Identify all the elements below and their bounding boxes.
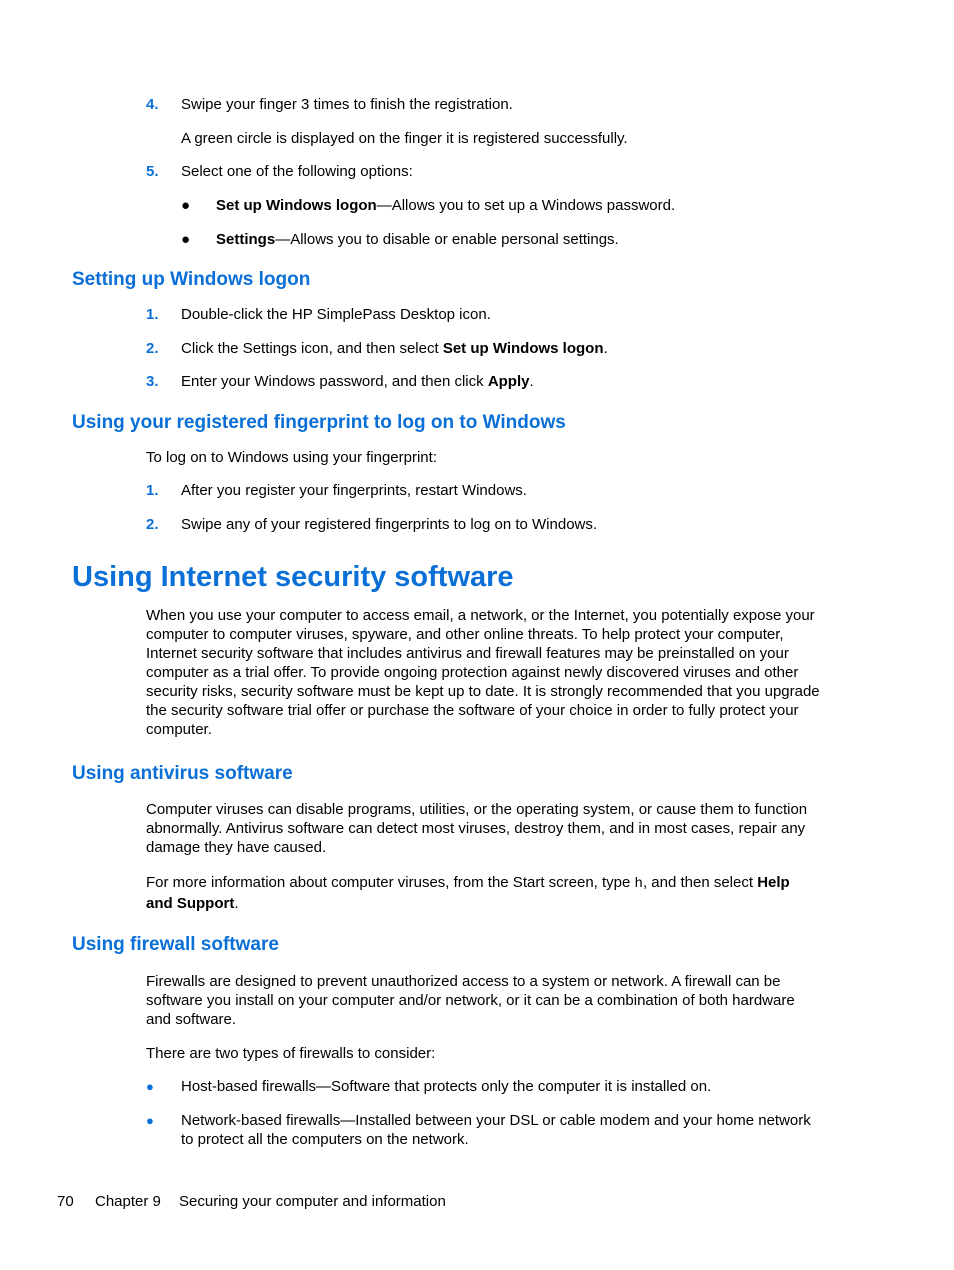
inline-code: h bbox=[634, 876, 643, 892]
text-line: Firewalls are designed to prevent unauthorized access to a system or network. A firewall can be bbox=[146, 973, 781, 990]
step-text-bold: Set up Windows logon bbox=[442, 340, 604, 357]
step-text bbox=[181, 372, 534, 391]
option-label: Set up Windows logon bbox=[216, 197, 377, 214]
bold-text: Help bbox=[757, 874, 790, 891]
text-line: and software. bbox=[146, 1011, 237, 1028]
text-line: Network-based firewalls—Installed between your DSL or cable modem and your home network bbox=[181, 1112, 811, 1129]
step-text-pre: Click the Settings icon, and then select bbox=[181, 340, 443, 357]
chapter-section-heading: Using Internet security software bbox=[72, 561, 514, 593]
step-number: 1. bbox=[146, 482, 159, 499]
step-note: A green circle is displayed on the finger it is registered successfully. bbox=[181, 130, 628, 147]
step-text: Double-click the HP SimplePass Desktop icon. bbox=[181, 306, 491, 323]
text-line bbox=[146, 894, 868, 913]
text-segment: . bbox=[234, 895, 239, 912]
bold-text: and Support bbox=[146, 895, 235, 912]
section-heading: Using antivirus software bbox=[72, 763, 293, 784]
text-line: software you install on your computer and/or network, or it can be a combination of both hardware bbox=[146, 992, 795, 1009]
text-line: computer. bbox=[146, 721, 212, 738]
bullet-icon: ● bbox=[146, 1113, 154, 1128]
chapter-label: Chapter 9 bbox=[95, 1193, 161, 1210]
body-paragraph bbox=[146, 972, 868, 1029]
option-description: —Allows you to set up a Windows password. bbox=[376, 197, 676, 214]
text-line: the security software trial offer or purchase the software of your choice in order to fully protect your bbox=[146, 702, 799, 719]
bullet-icon: ● bbox=[146, 1079, 154, 1094]
text-line: abnormally. Antivirus software can detect most viruses, destroy them, and in most cases, repair any bbox=[146, 820, 806, 837]
body-paragraph bbox=[146, 873, 868, 913]
text-line bbox=[146, 873, 868, 894]
list-item bbox=[181, 1111, 881, 1149]
step-number: 3. bbox=[146, 373, 159, 390]
option-item bbox=[216, 196, 675, 215]
bullet-icon: ● bbox=[181, 231, 191, 248]
step-text-pre: Enter your Windows password, and then click bbox=[181, 373, 488, 390]
list-item: Host-based firewalls—Software that protects only the computer it is installed on. bbox=[181, 1078, 712, 1095]
bullet-icon: ● bbox=[181, 197, 191, 214]
section-heading: Using firewall software bbox=[72, 934, 279, 955]
option-item bbox=[216, 230, 619, 249]
step-text: After you register your fingerprints, restart Windows. bbox=[181, 482, 527, 499]
step-text: Swipe any of your registered fingerprints to log on to Windows. bbox=[181, 516, 598, 533]
text-line: Internet security software that includes antivirus and firewall features may be preinstalled on your bbox=[146, 645, 789, 662]
step-text: Swipe your finger 3 times to finish the registration. bbox=[181, 96, 513, 113]
intro-text: To log on to Windows using your fingerprint: bbox=[146, 449, 437, 466]
text-line: security risks, security software must be kept up to date. It is strongly recommended that you upgrade bbox=[146, 683, 820, 700]
step-number: 2. bbox=[146, 516, 159, 533]
text-line: When you use your computer to access email, a network, or the Internet, you potentially expose your bbox=[146, 607, 815, 624]
step-number: 4. bbox=[146, 96, 159, 113]
option-label: Settings bbox=[216, 231, 276, 248]
text-line: to protect all the computers on the network. bbox=[181, 1131, 469, 1148]
text-line: Computer viruses can disable programs, utilities, or the operating system, or cause them to function bbox=[146, 801, 808, 818]
chapter-title: Securing your computer and information bbox=[179, 1193, 446, 1210]
step-text-post: . bbox=[603, 340, 608, 357]
step-text: Select one of the following options: bbox=[181, 163, 413, 180]
step-text-bold: Apply bbox=[487, 373, 530, 390]
step-number: 1. bbox=[146, 306, 159, 323]
page-number: 70 bbox=[57, 1193, 74, 1210]
step-number: 5. bbox=[146, 163, 159, 180]
section-heading: Setting up Windows logon bbox=[72, 269, 311, 290]
body-paragraph bbox=[146, 606, 868, 739]
step-text bbox=[181, 339, 608, 358]
text-segment: , and then select bbox=[642, 874, 758, 891]
text-segment: For more information about computer viruses, from the Start screen, type bbox=[146, 874, 635, 891]
body-paragraph bbox=[146, 800, 868, 857]
step-text-post: . bbox=[529, 373, 534, 390]
step-number: 2. bbox=[146, 340, 159, 357]
text-line: damage they have caused. bbox=[146, 839, 327, 856]
text-line: computer to computer viruses, spyware, and other online threats. To help protect your computer, bbox=[146, 626, 784, 643]
option-description: —Allows you to disable or enable personal settings. bbox=[275, 231, 619, 248]
text-line: computer as a trial offer. To provide ongoing protection against newly discovered viruses and other bbox=[146, 664, 799, 681]
section-heading: Using your registered fingerprint to log on to Windows bbox=[72, 412, 566, 433]
intro-text: There are two types of firewalls to consider: bbox=[146, 1045, 436, 1062]
